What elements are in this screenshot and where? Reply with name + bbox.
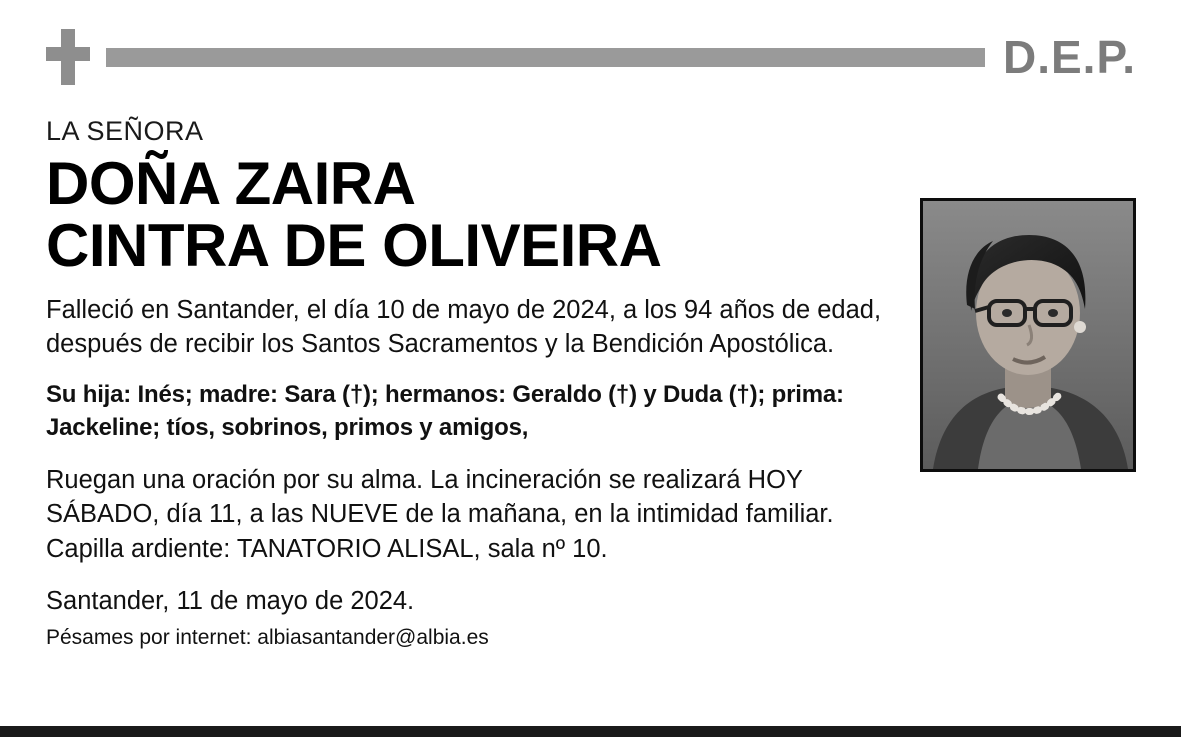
portrait-illustration [923,201,1133,469]
condolences-line: Pésames por internet: albiasantander@albia.es [46,626,489,650]
deceased-name-line2: CINTRA DE OLIVEIRA [46,211,662,279]
notice-content [46,116,1136,653]
deceased-name-line1: DOÑA ZAIRA [46,150,416,217]
family-paragraph: Su hija: Inés; madre: Sara (†); hermanos: Geraldo (†) y Duda (†); prima: Jackeline; tíos, sobrinos, primos y amigos, [46,381,844,442]
eyebrow-label: LA SEÑORA [46,116,204,146]
text-column [46,116,901,653]
place-date: Santander, 11 de mayo de 2024. [46,586,415,615]
cross-icon [46,29,90,85]
death-paragraph: Falleció en Santander, el día 10 de mayo de 2024, a los 94 años de edad, después de recibir los Santos Sacramentos y la Bendición Apostólica. [46,295,882,359]
notice-inner [46,26,1136,653]
header-rule [106,48,985,67]
portrait-photo [920,198,1136,472]
dep-label: D.E.P. [1003,31,1136,83]
service-paragraph: Ruegan una oración por su alma. La incineración se realizará HOY SÁBADO, día 11, a las NUEVE de la mañana, en la intimidad familiar. Capilla ardiente: TANATORIO ALISAL, sala nº 10. [46,465,834,563]
header-band [46,26,1136,88]
